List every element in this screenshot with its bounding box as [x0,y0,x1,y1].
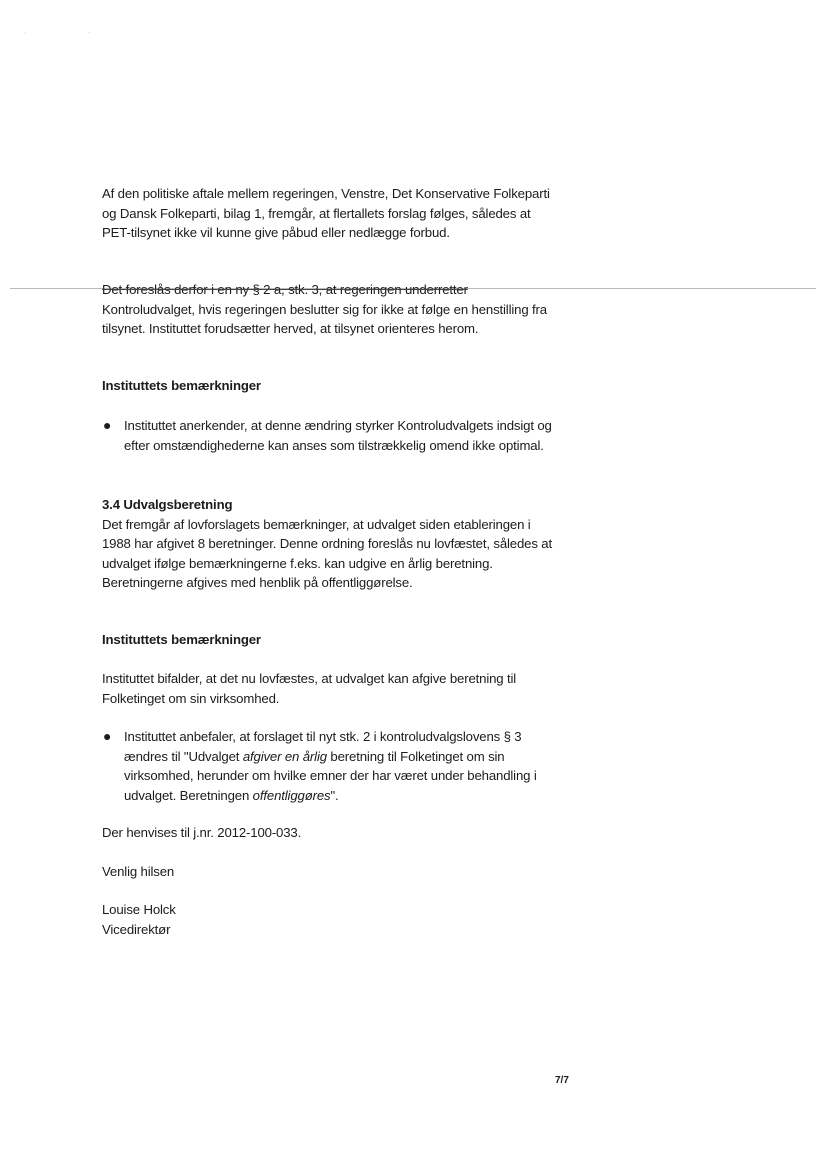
bullet-text-part: beretning til Folketinget om sin virksomhed, herunder om hvilke emner der har været under behandling i udvalget. Beretningen [124,748,537,803]
section-heading: Instituttets bemærkninger [102,378,261,393]
section-paragraph: Instituttet bifalder, at det nu lovfæstes, at udvalget kan afgive beretning til Folketinget om sin virksomhed. [102,671,517,706]
struck-text: Det foreslås derfor i en ny § 2 a, stk. 3, at regeringen underretter [102,282,468,297]
section1-heading-block [102,376,562,396]
bullet-list-item [102,727,562,805]
section-heading: Instituttets bemærkninger [102,632,261,647]
notify-paragraph [102,280,562,339]
bullet-icon: ● [103,417,112,433]
section1-bullet-block [102,416,562,455]
section-body: Det fremgår af lovforslagets bemærkninger, at udvalget siden etableringen i 1988 har afgivet 8 beretninger. Denne ordning foreslås nu lovfæstet, således at udvalget ifølge bemærkningerne f.eks. kan udgive en årlig beretning. Beretningerne afgives med henblik på offentliggørelse. [102,516,553,590]
section2-heading-block [102,630,562,650]
notify-paragraph-rest: Kontroludvalget, hvis regeringen beslutter sig for ikke at følge en henstilling fra tilsynet. Instituttet forudsætter herved, at tilsynet orienteres herom. [102,301,547,336]
closing-block [102,862,562,882]
section2-paragraph-block [102,669,562,708]
signer-title: Vicedirektør [102,921,171,937]
section-heading: 3.4 Udvalgsberetning [102,497,233,512]
bullet-text-part: ". [330,787,339,803]
emphasized-text: offentliggøres [252,787,331,803]
section-3-4-block [102,495,562,593]
intro-paragraph-block [102,184,562,243]
scan-speck: · [24,30,26,36]
reference-line: Der henvises til j.nr. 2012-100-033. [102,825,302,840]
signer-name: Louise Holck [102,902,176,917]
page-number: 7/7 [555,1075,569,1086]
bullet-list-item [102,416,562,455]
scan-speck: · [88,30,90,36]
signature-block [102,900,562,939]
intro-paragraph: Af den politiske aftale mellem regeringen, Venstre, Det Konservative Folkeparti og Dansk Folkeparti, bilag 1, fremgår, at flertallets forslag følges, således at PET-tilsynet ikke vil kunne give påbud eller nedlægge forbud. [102,186,550,240]
section2-bullet-block [102,727,562,805]
bullet-icon: ● [103,728,112,744]
closing-line: Venlig hilsen [102,864,175,879]
notify-paragraph-block [102,280,562,339]
emphasized-text: afgiver en årlig [242,748,327,764]
reference-block [102,823,562,843]
bullet-text-part: Instituttet anbefaler, at forslaget til nyt stk. 2 i kontroludvalgslovens § 3 ændres til "Udvalget [124,729,522,764]
bullet-text: Instituttet anerkender, at denne ændring styrker Kontroludvalgets indsigt og efter omstændighederne kan anses som tilstrækkelig omend ikke optimal. [124,418,552,453]
